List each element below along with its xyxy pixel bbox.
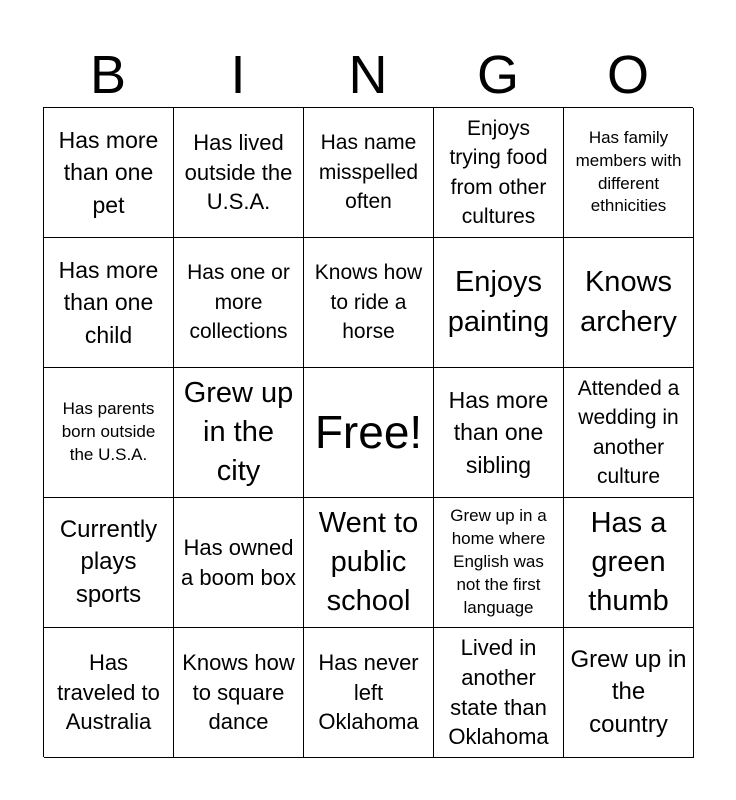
bingo-cell[interactable] [44, 108, 174, 238]
cell-text: Went to public school [318, 506, 419, 618]
bingo-cell[interactable] [434, 628, 564, 758]
bingo-cell[interactable] [44, 238, 174, 368]
cell-text: Has name misspelled often [318, 131, 419, 214]
cell-text: Currently plays sports [59, 515, 158, 608]
bingo-cell[interactable] [174, 238, 304, 368]
bingo-cell[interactable] [44, 368, 174, 498]
bingo-cell[interactable] [564, 498, 694, 628]
header-letter-o: O [606, 45, 649, 105]
cell-text: Grew up in the city [183, 376, 294, 488]
cell-text: Has never left Oklahoma [318, 649, 419, 735]
cell-text: Has traveled to Australia [57, 649, 160, 735]
bingo-cell[interactable] [304, 108, 434, 238]
cell-text: Enjoys trying food from other cultures [449, 116, 548, 228]
cell-text: Has a green thumb [588, 506, 669, 618]
cell-text: Enjoys painting [447, 266, 550, 338]
cell-text: Knows archery [580, 266, 677, 338]
bingo-cell[interactable] [304, 628, 434, 758]
cell-text: Has more than one child [58, 257, 159, 348]
cell-text: Has parents born outside the U.S.A. [61, 399, 156, 464]
cell-text: Has more than one pet [58, 127, 159, 218]
free-space-cell[interactable] [304, 368, 434, 498]
header-letter-g: G [476, 45, 519, 105]
header-letter-i: I [230, 45, 246, 105]
bingo-cell[interactable] [434, 238, 564, 368]
cell-text: Attended a wedding in another culture [577, 376, 680, 488]
cell-text: Knows how to ride a horse [314, 261, 423, 344]
bingo-cell[interactable] [304, 498, 434, 628]
cell-text: Has one or more collections [187, 261, 290, 344]
bingo-cell[interactable] [564, 628, 694, 758]
bingo-cell[interactable] [174, 108, 304, 238]
cell-text: Lived in another state than Oklahoma [448, 635, 549, 750]
header-letter-b: B [89, 45, 127, 105]
cell-text: Grew up in a home where English was not the first language [450, 506, 547, 617]
cell-text: Has lived outside the U.S.A. [184, 129, 293, 215]
bingo-cell[interactable] [564, 238, 694, 368]
free-space-text: Free! [314, 406, 423, 459]
bingo-cell[interactable] [434, 108, 564, 238]
bingo-cell[interactable] [564, 108, 694, 238]
cell-text: Has family members with different ethnicities [575, 127, 682, 216]
bingo-cell[interactable] [174, 498, 304, 628]
bingo-cell[interactable] [174, 628, 304, 758]
bingo-cell[interactable] [44, 628, 174, 758]
cell-text: Grew up in the country [570, 645, 687, 738]
bingo-cell[interactable] [44, 498, 174, 628]
header-letter-n: N [348, 45, 388, 105]
bingo-cell[interactable] [434, 498, 564, 628]
cell-text: Has owned a boom box [181, 534, 296, 590]
bingo-cell[interactable] [304, 238, 434, 368]
bingo-cell[interactable] [564, 368, 694, 498]
bingo-header [43, 42, 693, 108]
cell-text: Has more than one sibling [448, 387, 549, 478]
bingo-cell[interactable] [174, 368, 304, 498]
cell-text: Knows how to square dance [182, 649, 295, 735]
bingo-cell[interactable] [434, 368, 564, 498]
bingo-board [43, 107, 693, 757]
